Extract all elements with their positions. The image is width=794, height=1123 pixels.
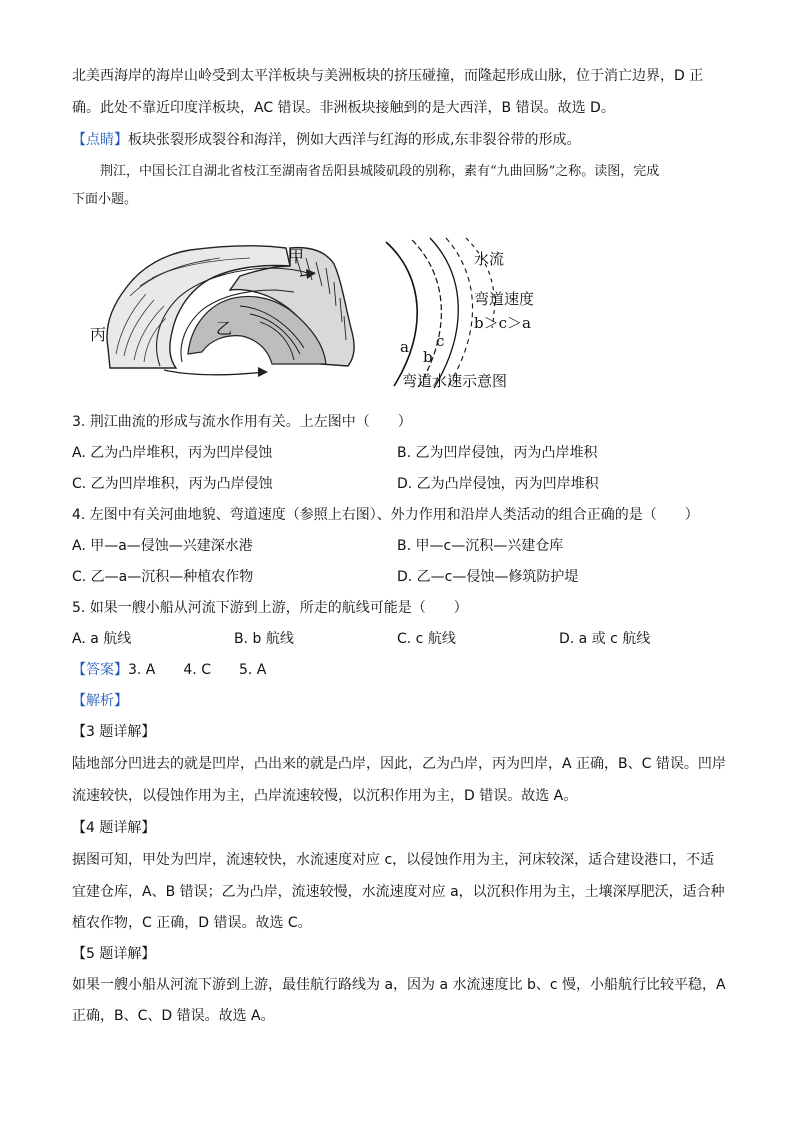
question-3-option-b: B. 乙为凹岸侵蚀，丙为凸岸堆积 (397, 445, 598, 461)
question-3-option-d: D. 乙为凸岸侵蚀，丙为凹岸堆积 (397, 476, 599, 492)
intro-line-2: 确。此处不靠近印度洋板块，AC 错误。非洲板块接触到的是大西洋，B 错误。故选 D。 (72, 100, 615, 116)
question-5-option-a: A. a 航线 (72, 631, 132, 647)
question-4-option-a: A. 甲—a—侵蚀—兴建深水港 (72, 538, 253, 554)
analysis-tag: 【解析】 (72, 693, 128, 709)
passage-line-2: 下面小题。 (72, 192, 138, 207)
answer-values: 3. A 4. C 5. A (128, 662, 267, 678)
label-curve-speed: 弯道速度 (474, 290, 535, 308)
question-3-option-a: A. 乙为凸岸堆积，丙为凹岸侵蚀 (72, 445, 273, 461)
question-4-option-b: B. 甲—c—沉积—兴建仓库 (397, 538, 564, 554)
detail-3-line-1: 陆地部分凹进去的就是凹岸，凸出来的就是凸岸，因此，乙为凸岸，丙为凹岸，A 正确，B、C 错误。凹岸 (72, 756, 726, 772)
question-5-option-c: C. c 航线 (397, 631, 456, 647)
detail-4-line-3: 植农作物，C 正确，D 错误。故选 C。 (72, 915, 312, 931)
label-a: a (400, 338, 409, 356)
meander-figure (90, 236, 560, 396)
figure-caption: 弯道水速示意图 (402, 372, 508, 390)
intro-line-1: 北美西海岸的海岸山岭受到太平洋板块与美洲板块的挤压碰撞，而隆起形成山脉，位于消亡边界，D 正 (72, 68, 704, 84)
question-4-option-c: C. 乙—a—沉积—种植农作物 (72, 569, 254, 585)
question-4-stem: 4. 左图中有关河曲地貌、弯道速度（参照上右图）、外力作用和沿岸人类活动的组合正确的是（ ） (72, 507, 699, 523)
question-3-option-c: C. 乙为凹岸堆积，丙为凸岸侵蚀 (72, 476, 273, 492)
detail-3-tag: 【3 题详解】 (72, 724, 156, 740)
tip-tag: 【点睛】 (72, 132, 128, 148)
tip-paragraph (72, 130, 732, 150)
label-bing: 丙 (90, 325, 107, 344)
answer-line (72, 660, 732, 680)
question-5-stem: 5. 如果一艘小船从河流下游到上游，所走的航线可能是（ ） (72, 600, 468, 616)
detail-5-line-1: 如果一艘小船从河流下游到上游，最佳航行路线为 a，因为 a 水流速度比 b、c 慢，小船航行比较平稳，A (72, 977, 726, 993)
detail-4-line-2: 宜建仓库，A、B 错误；乙为凸岸，流速较慢，水流速度对应 a，以沉积作用为主，土壤深厚肥沃，适合种 (72, 884, 725, 900)
label-jia: 甲 (288, 247, 305, 266)
detail-4-line-1: 据图可知，甲处为凹岸，流速较快，水流速度对应 c，以侵蚀作用为主，河床较深，适合建设港口，不适 (72, 852, 715, 868)
label-c: c (436, 332, 445, 350)
detail-5-tag: 【5 题详解】 (72, 946, 156, 962)
label-speed-relation: b＞c＞a (474, 314, 531, 332)
detail-5-line-2: 正确，B、C、D 错误。故选 A。 (72, 1008, 275, 1024)
detail-4-tag: 【4 题详解】 (72, 820, 156, 836)
question-5-option-b: B. b 航线 (234, 631, 294, 647)
passage-line-1: 荆江，中国长江自湖北省枝江至湖南省岳阳县城陵矶段的别称，素有“九曲回肠”之称。读图，完成 (100, 164, 660, 179)
label-b: b (423, 348, 433, 366)
label-yi: 乙 (216, 319, 233, 338)
detail-3-line-2: 流速较快，以侵蚀作用为主，凸岸流速较慢，以沉积作用为主，D 错误。故选 A。 (72, 788, 578, 804)
label-flow: 水流 (474, 250, 505, 268)
tip-text: 板块张裂形成裂谷和海洋，例如大西洋与红海的形成,东非裂谷带的形成。 (128, 132, 581, 148)
answer-tag: 【答案】 (72, 662, 128, 678)
question-4-option-d: D. 乙—c—侵蚀—修筑防护堤 (397, 569, 579, 585)
question-5-option-d: D. a 或 c 航线 (559, 631, 651, 647)
question-3-stem: 3. 荆江曲流的形成与流水作用有关。上左图中（ ） (72, 414, 412, 430)
